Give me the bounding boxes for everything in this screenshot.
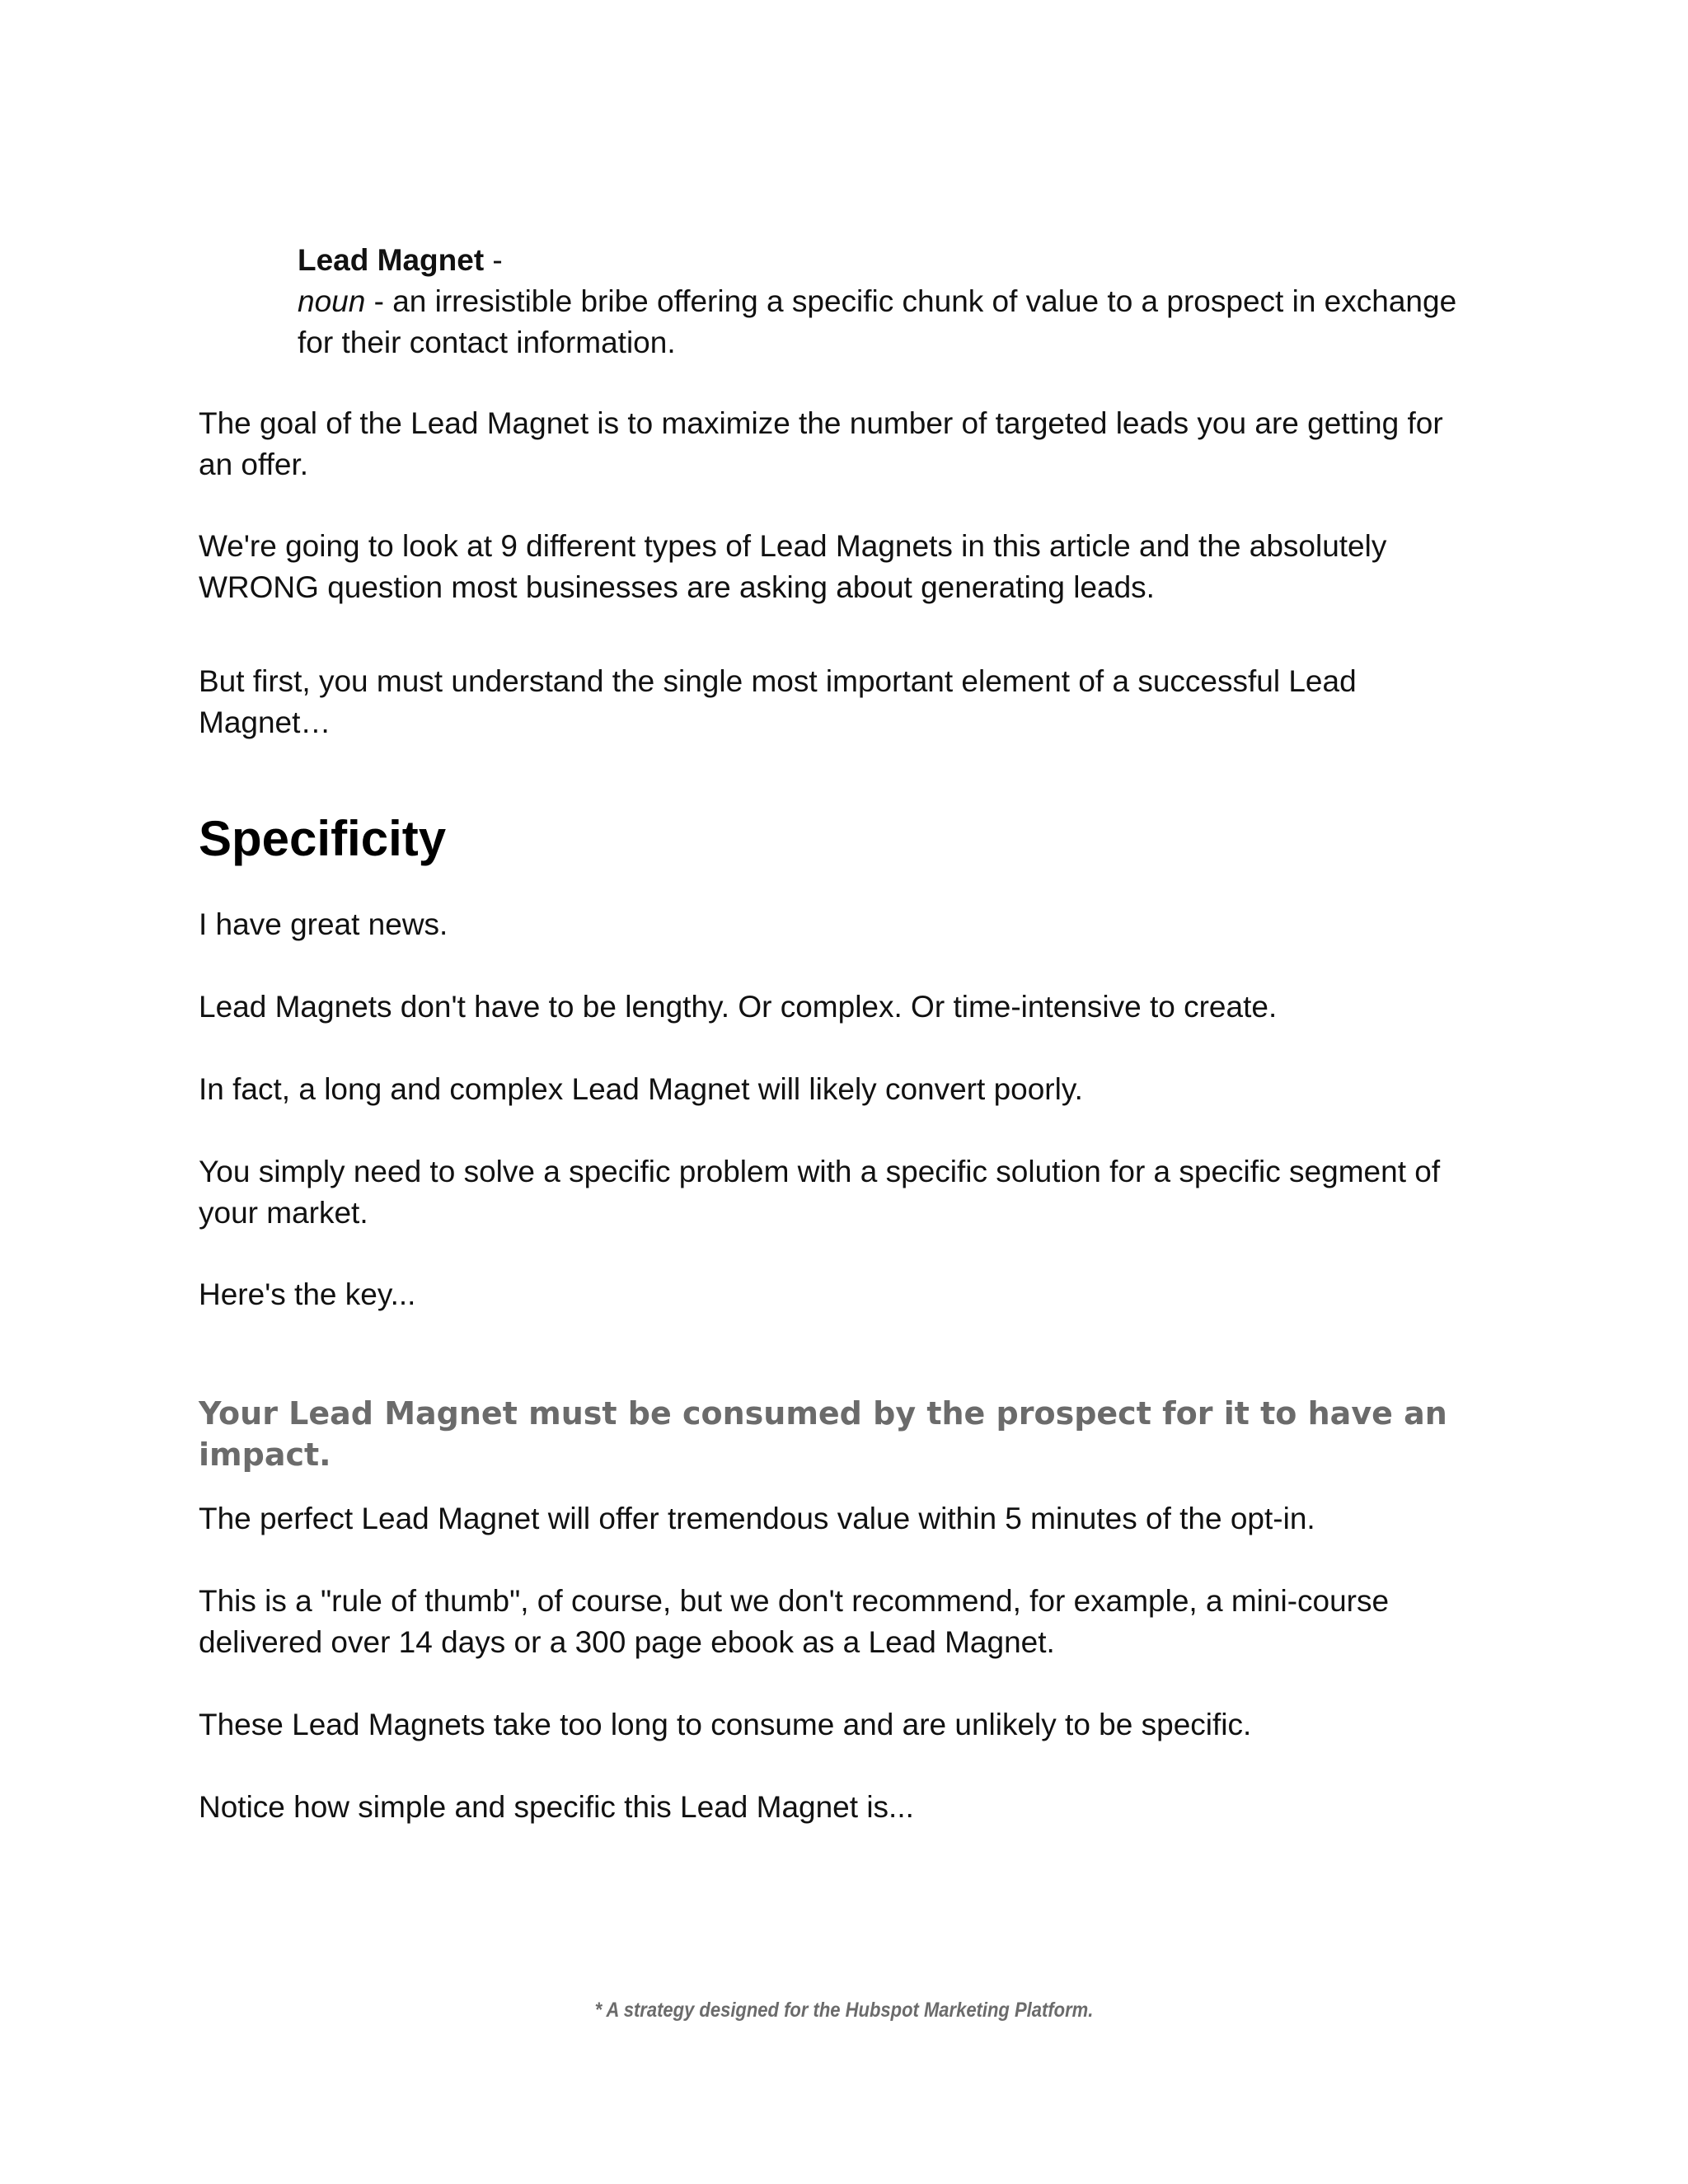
definition-term-line [298,240,1484,281]
definition-part-of-speech: noun [298,284,366,318]
paragraph-goal: The goal of the Lead Magnet is to maximize the number of targeted leads you are getting for an offer. [199,406,1443,481]
paragraph-notice: Notice how simple and specific this Lead Magnet is... [199,1790,914,1824]
paragraph-rule-of-thumb: This is a "rule of thumb", of course, but we don't recommend, for example, a mini-course delivered over 14 days or a 300 page ebook as a Lead Magnet. [199,1584,1390,1659]
paragraph-key: Here's the key... [199,1277,416,1311]
paragraph-nine-types: We're going to look at 9 different types of Lead Magnets in this article and the absolutely WRONG question most businesses are asking about generating leads. [199,529,1387,604]
definition-text: - an irresistible bribe offering a specific chunk of value to a prospect in exchange for their contact information. [298,284,1457,359]
definition-term: Lead Magnet [298,243,485,277]
paragraph-too-long: These Lead Magnets take too long to consume and are unlikely to be specific. [199,1708,1252,1741]
paragraph-convert-poorly: In fact, a long and complex Lead Magnet will likely convert poorly. [199,1072,1083,1106]
paragraph-great-news: I have great news. [199,907,448,941]
paragraph-specific-problem: You simply need to solve a specific problem with a specific solution for a specific segment of your market. [199,1155,1441,1230]
definition-block [298,240,1484,363]
paragraph-not-lengthy: Lead Magnets don't have to be lengthy. Or complex. Or time-intensive to create. [199,990,1278,1024]
section-heading: Specificity [199,811,447,866]
definition-term-suffix: - [484,243,503,277]
paragraph-perfect-lead-magnet: The perfect Lead Magnet will offer tremendous value within 5 minutes of the opt-in. [199,1502,1315,1535]
page-footer-note: * A strategy designed for the Hubspot Marketing Platform. [594,1999,1094,2022]
definition-body [298,281,1484,363]
callout-quote: Your Lead Magnet must be consumed by the prospect for it to have an impact. [199,1395,1447,1473]
paragraph-but-first: But first, you must understand the single most important element of a successful Lead Magnet… [199,664,1357,739]
